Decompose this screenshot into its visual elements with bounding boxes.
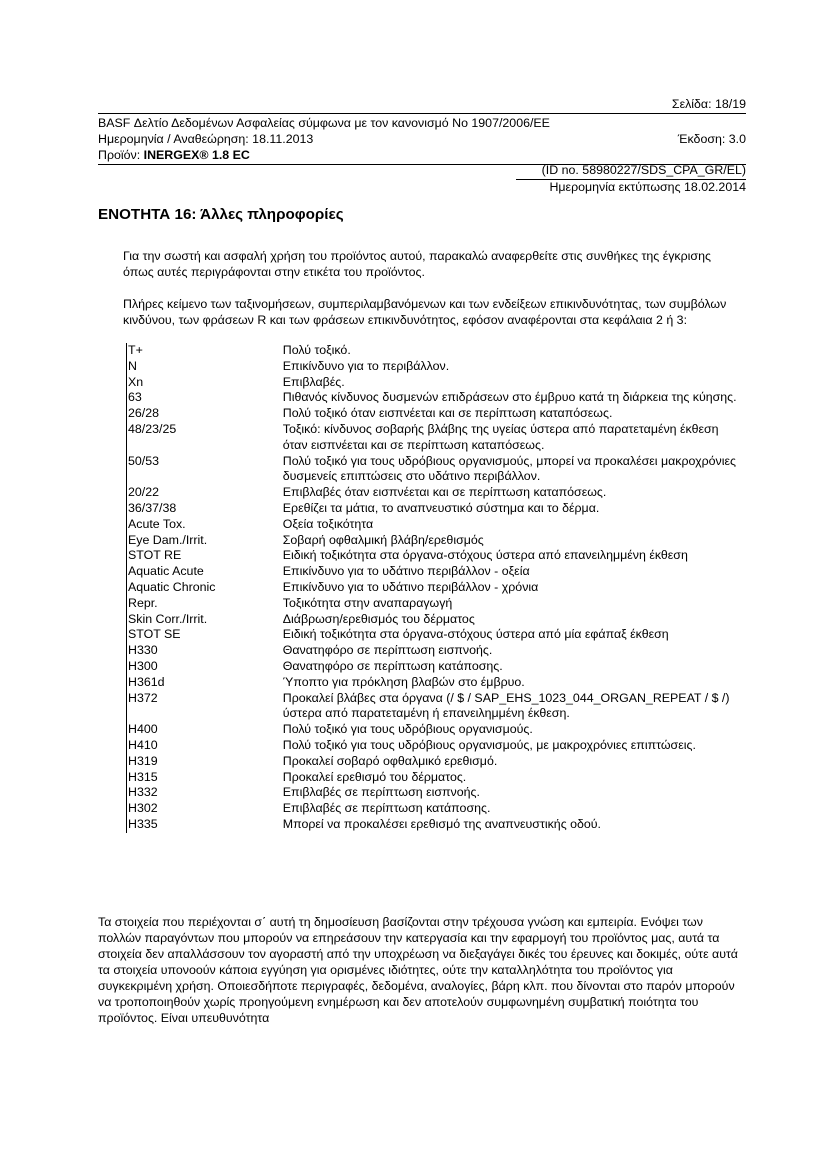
hazard-code: H410	[127, 738, 283, 754]
hazard-code: Repr.	[127, 596, 283, 612]
hazard-description: Ύποπτο για πρόκληση βλαβών στο έμβρυο.	[282, 674, 525, 689]
hazard-code-row	[127, 517, 746, 533]
hazard-description: Πολύ τοξικό για τους υδρόβιους οργανισμούς, μπορεί να προκαλέσει μακροχρόνιες δυσμενείς επιπτώσεις στο υδάτινο περιβάλλον.	[282, 453, 736, 484]
hazard-description: Θανατηφόρο σε περίπτωση κατάποσης.	[282, 658, 503, 673]
hazard-description: Επιβλαβές σε περίπτωση κατάποσης.	[282, 801, 491, 816]
closing-paragraph: Τα στοιχεία που περιέχονται σ΄ αυτή τη δημοσίευση βασίζονται στην τρέχουσα γνώση και εμπειρία. Ενόψει των πολλών παραγόντων που μπορούν να επηρεάσουν την κατεργασία και την εφαρμογή του προϊόντος μας, αυτά τα στοιχεία δεν απαλλάσσουν τον αγοραστή από την υποχρέωση να διεξαγάγει δικές του έρευνες και δοκιμές, ούτε αυτά τα στοιχεία υπονοούν κάποια εγγύηση για ορισμένες ιδιότητες, ούτε την καταλληλότητα του προϊόντος για συγκεκριμένη χρήση. Οποιεσδήποτε περιγραφές, δεδομένα, αναλογίες, βάρη κλπ. που δίνονται στο παρόν μπορούν να τροποποιηθούν χωρίς προηγούμενη ενημέρωση και δεν αποτελούν συμφωνημένη συμβατική ποιότητα του προϊόντος. Είναι υπευθυνότητα	[98, 915, 738, 1025]
hazard-code-row	[127, 390, 746, 406]
page-number: Σελίδα: 18/19	[671, 97, 746, 111]
hazard-description: Πολύ τοξικό.	[282, 343, 351, 357]
intro-paragraph: Για την σωστή και ασφαλή χρήση του προϊόντος αυτού, παρακαλώ αναφερθείτε στις συνθήκες της έγκρισης όπως αυτές περιγράφονται στην ετικέτα του προϊόντος.	[123, 249, 711, 279]
hazard-description: Πιθανός κίνδυνος δυσμενών επιδράσεων στο έμβρυο κατά τη διάρκεια της κύησης.	[282, 390, 737, 405]
hazard-description: Επικίνδυνο για το υδάτινο περιβάλλον - οξεία	[282, 564, 530, 579]
hazard-code: H332	[127, 785, 283, 801]
hazard-description: Πολύ τοξικό όταν εισπνέεται και σε περίπτωση καταπόσεως.	[282, 406, 613, 421]
header-top-rule	[98, 113, 746, 114]
product-name: INERGEX® 1.8 EC	[143, 148, 250, 162]
hazard-code-row	[127, 722, 746, 738]
version-number: Έκδοση: 3.0	[677, 132, 746, 146]
hazard-code: Aquatic Acute	[127, 564, 283, 580]
hazard-description: Επικίνδυνο για το υδάτινο περιβάλλον - χρόνια	[282, 579, 539, 594]
hazard-code: Eye Dam./Irrit.	[127, 533, 283, 549]
hazard-code-row	[127, 738, 746, 754]
hazard-code: H400	[127, 722, 283, 738]
hazard-code-row	[127, 485, 746, 501]
hazard-code-row	[127, 564, 746, 580]
hazard-codes-table	[126, 343, 746, 833]
hazard-code: 50/53	[127, 454, 283, 486]
hazard-description: Θανατηφόρο σε περίπτωση εισπνοής.	[282, 643, 493, 658]
hazard-code-row	[127, 533, 746, 549]
hazard-code-row	[127, 675, 746, 691]
list-intro-paragraph: Πλήρες κείμενο των ταξινομήσεων, συμπεριλαμβανόμενων και των ενδείξεων επικινδυνότητας, των συμβόλων κινδύνου, των φράσεων R και των φράσεων επικινδυνότητος, εφόσον αναφέρονται στα κεφάλαια 2 ή 3:	[123, 297, 727, 327]
hazard-code: Aquatic Chronic	[127, 580, 283, 596]
hazard-code-row	[127, 691, 746, 723]
product-line	[98, 148, 250, 162]
hazard-code: T+	[127, 343, 283, 359]
hazard-code-row	[127, 422, 746, 454]
hazard-code: H361d	[127, 675, 283, 691]
hazard-code-row	[127, 659, 746, 675]
hazard-description: Τοξικότητα στην αναπαραγωγή	[282, 595, 453, 610]
hazard-description: Πολύ τοξικό για τους υδρόβιους οργανισμούς.	[282, 722, 533, 737]
hazard-description: Επιβλαβές όταν εισπνέεται και σε περίπτωση καταπόσεως.	[282, 485, 607, 500]
hazard-code: H300	[127, 659, 283, 675]
hazard-code-row	[127, 375, 746, 391]
document-title: BASF Δελτίο Δεδομένων Ασφαλείας σύμφωνα με τον κανονισμό Νο 1907/2006/ΕΕ	[98, 116, 550, 130]
hazard-code: STOT RE	[127, 548, 283, 564]
hazard-code-row	[127, 770, 746, 786]
hazard-code: H319	[127, 754, 283, 770]
hazard-code-row	[127, 785, 746, 801]
hazard-description: Μπορεί να προκαλέσει ερεθισμό της αναπνευστικής οδού.	[282, 816, 602, 831]
hazard-code: H302	[127, 801, 283, 817]
revision-date: Ημερομηνία / Αναθεώρηση: 18.11.2013	[98, 132, 314, 146]
hazard-description: Ερεθίζει τα μάτια, το αναπνευστικό σύστημα και το δέρμα.	[282, 500, 600, 515]
hazard-description: Ειδική τοξικότητα στα όργανα-στόχους ύστερα από μία εφάπαξ έκθεση	[282, 627, 669, 642]
hazard-code: N	[127, 359, 283, 375]
section-title: ΕΝΟΤΗΤΑ 16: Άλλες πληροφορίες	[98, 206, 344, 223]
hazard-code: 20/22	[127, 485, 283, 501]
hazard-code: Xn	[127, 375, 283, 391]
hazard-code: H335	[127, 817, 283, 833]
hazard-description: Οξεία τοξικότητα	[282, 516, 374, 531]
hazard-description: Ειδική τοξικότητα στα όργανα-στόχους ύστερα από επανειλημμένη έκθεση	[282, 548, 688, 563]
product-label: Προϊόν:	[98, 148, 144, 162]
hazard-description: Προκαλεί βλάβες στα όργανα (/ $ / SAP_EHS_1023_044_ORGAN_REPEAT / $ /) ύστερα από παρατεταμένη ή επανειλημμένη έκθεση.	[282, 690, 730, 721]
hazard-description: Επιβλαβές.	[282, 374, 345, 389]
sds-id: (ID no. 58980227/SDS_CPA_GR/EL)	[541, 163, 746, 177]
hazard-code-row	[127, 801, 746, 817]
hazard-description: Πολύ τοξικό για τους υδρόβιους οργανισμούς, με μακροχρόνιες επιπτώσεις.	[282, 737, 696, 752]
hazard-code-row	[127, 343, 746, 359]
hazard-code-row	[127, 627, 746, 643]
hazard-code: STOT SE	[127, 627, 283, 643]
hazard-code: 26/28	[127, 406, 283, 422]
hazard-code: H330	[127, 643, 283, 659]
hazard-description: Διάβρωση/ερεθισμός του δέρματος	[282, 611, 475, 626]
hazard-code-row	[127, 580, 746, 596]
hazard-description: Τοξικό: κίνδυνος σοβαρής βλάβης της υγείας ύστερα από παρατεταμένη έκθεση όταν εισπνέεται και σε περίπτωση καταπόσεως.	[282, 421, 719, 452]
hazard-code: H372	[127, 691, 283, 723]
hazard-description: Επικίνδυνο για το περιβάλλον.	[282, 358, 450, 373]
hazard-code-row	[127, 501, 746, 517]
hazard-code: 36/37/38	[127, 501, 283, 517]
hazard-code-row	[127, 612, 746, 628]
hazard-code: H315	[127, 770, 283, 786]
print-date: Ημερομηνία εκτύπωσης 18.02.2014	[549, 180, 746, 194]
hazard-code: 63	[127, 390, 283, 406]
hazard-code-row	[127, 817, 746, 833]
hazard-code-row	[127, 754, 746, 770]
hazard-description: Επιβλαβές σε περίπτωση εισπνοής.	[282, 785, 480, 800]
hazard-description: Σοβαρή οφθαλμική βλάβη/ερεθισμός	[282, 532, 484, 547]
hazard-code: 48/23/25	[127, 422, 283, 454]
hazard-code-row	[127, 596, 746, 612]
hazard-code-row	[127, 359, 746, 375]
hazard-code-row	[127, 548, 746, 564]
hazard-code: Skin Corr./Irrit.	[127, 612, 283, 628]
hazard-description: Προκαλεί ερεθισμό του δέρματος.	[282, 769, 467, 784]
hazard-description: Προκαλεί σοβαρό οφθαλμικό ερεθισμό.	[282, 753, 498, 768]
hazard-code-row	[127, 406, 746, 422]
hazard-code-row	[127, 643, 746, 659]
hazard-code: Acute Tox.	[127, 517, 283, 533]
hazard-code-row	[127, 454, 746, 486]
